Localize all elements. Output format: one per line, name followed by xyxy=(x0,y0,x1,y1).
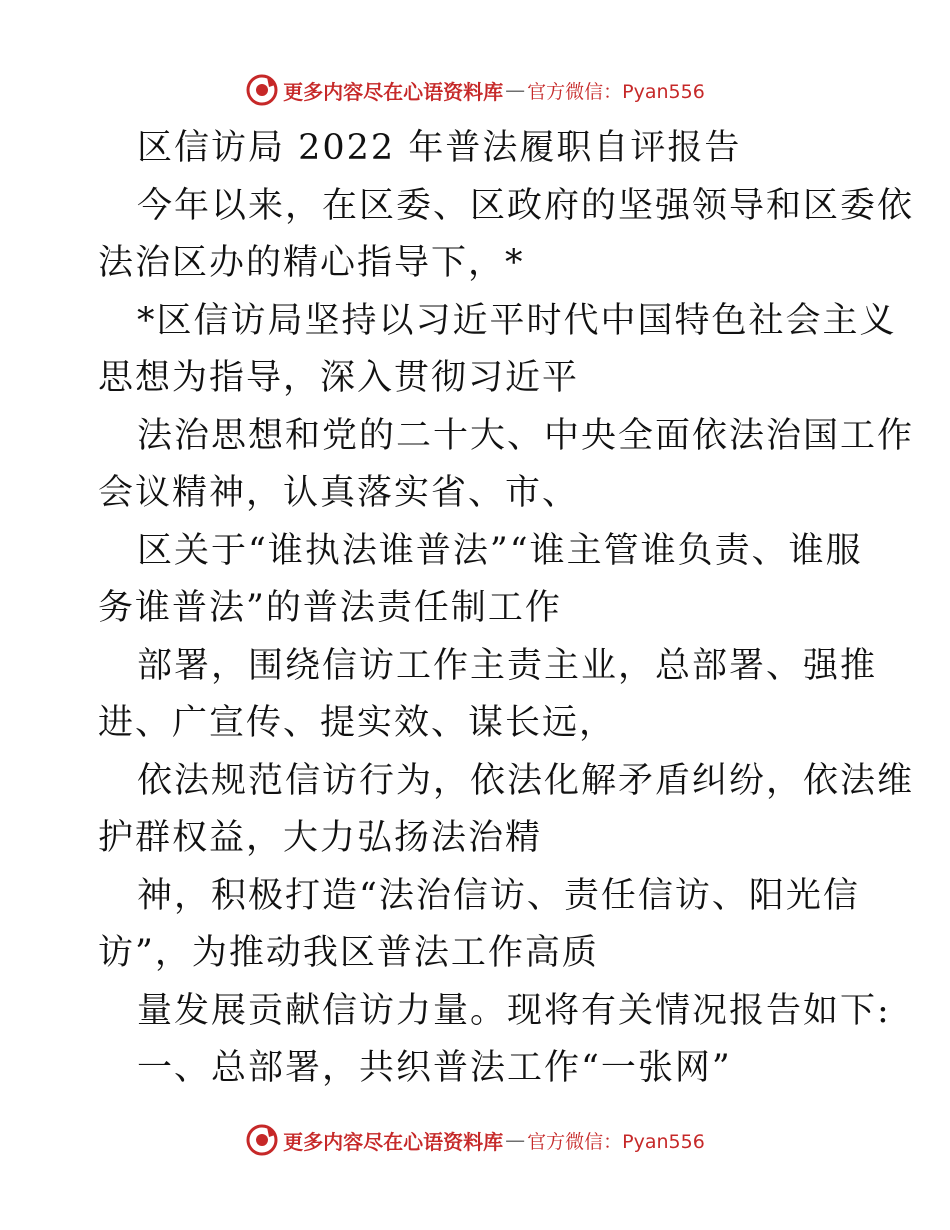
text-line: 务谁普法”的普法责任制工作 xyxy=(98,588,562,628)
text-line: 区关于“谁执法谁普法”“谁主管谁负责、谁服 xyxy=(137,530,863,571)
text-line: 神，积极打造“法治信访、责任信访、阳光信 xyxy=(137,875,860,916)
brand-logo-icon xyxy=(245,1123,279,1157)
text-line: *区信访局坚持以习近平时代中国特色社会主义 xyxy=(137,300,897,341)
footer-watermark xyxy=(0,1120,950,1160)
watermark-wechat: 官方微信：Pyan556 xyxy=(527,1130,705,1153)
text-line: 访”，为推动我区普法工作高质 xyxy=(98,933,599,973)
text-line: 进、广宣传、提实效、谋长远， xyxy=(98,703,617,743)
text-line: 法治思想和党的二十大、中央全面依法治国工作 xyxy=(137,415,915,456)
watermark-separator: — xyxy=(505,78,526,102)
text-line: 今年以来，在区委、区政府的坚强领导和区委依 xyxy=(137,185,915,226)
watermark-text: 更多内容尽在心语资料库 xyxy=(283,79,504,104)
header-watermark xyxy=(0,70,950,110)
watermark-text: 更多内容尽在心语资料库 xyxy=(283,1129,504,1154)
brand-logo-icon xyxy=(245,73,279,107)
text-line: 护群权益，大力弘扬法治精 xyxy=(98,818,543,858)
text-line: 思想为指导，深入贯彻习近平 xyxy=(98,358,580,398)
watermark-separator: — xyxy=(505,1128,526,1152)
document-title: 区信访局 2022 年普法履职自评报告 xyxy=(137,128,742,168)
text-line: 一、总部署，共织普法工作“一张网” xyxy=(137,1048,732,1088)
text-line: 会议精神，认真落实省、市、 xyxy=(98,473,580,513)
document-body xyxy=(98,120,915,1098)
watermark-wechat: 官方微信：Pyan556 xyxy=(527,80,705,103)
text-line: 依法规范信访行为，依法化解矛盾纠纷，依法维 xyxy=(137,760,915,801)
text-line: 部署，围绕信访工作主责主业，总部署、强推 xyxy=(137,645,878,686)
text-line: 法治区办的精心指导下，* xyxy=(98,243,525,283)
text-line: 量发展贡献信访力量。现将有关情况报告如下: xyxy=(137,990,891,1031)
